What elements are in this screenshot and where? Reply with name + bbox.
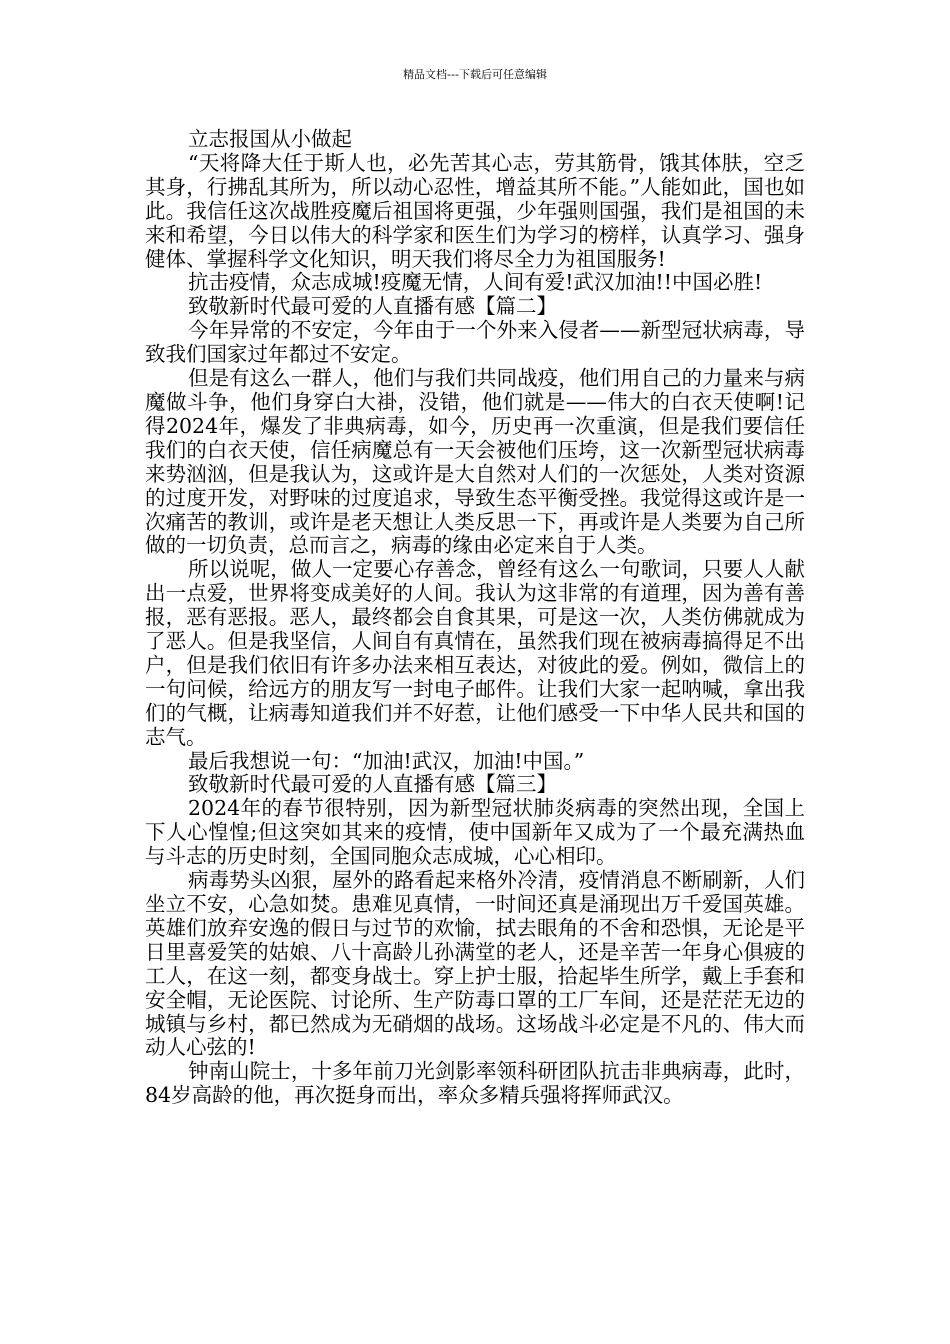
paragraph: 病毒势头凶狠，屋外的路看起来格外冷清，疫情消息不断刷新，人们坐立不安，心急如焚。患难见真情，一时间还真是涌现出万千爱国英雄。英雄们放弃安逸的假日与过节的欢愉，拭去眼角的不舍和恐惧，无论是平日里喜爱笑的姑娘、八十高龄儿孙满堂的老人，还是辛苦一年身心俱疲的工人，在这一刻，都变身战士。穿上护士服，拾起毕生所学，戴上手套和安全帽，无论医院、讨论所、生产防毒口罩的工厂车间，还是茫茫无边的城镇与乡村，都已然成为无硝烟的战场。这场战斗必定是不凡的、伟大而动人心弦的!: [145, 868, 805, 1060]
paragraph: 最后我想说一句：“加油!武汉，加油!中国。”: [188, 748, 585, 773]
page-header: 精品文档---下载后可任意编辑: [403, 68, 547, 81]
section-heading-part-three: 致敬新时代最可爱的人直播有感【篇三】: [188, 772, 557, 797]
document-body: [145, 128, 805, 1108]
paragraph: 2024年的春节很特别，因为新型冠状肺炎病毒的突然出现，全国上下人心惶惶;但这突如其来的疫情，使中国新年又成为了一个最充满热血与斗志的历史时刻，全国同胞众志成城，心心相印。: [145, 796, 805, 869]
paragraph: 抗击疫情，众志成城!疫魔无情，人间有爱!武汉加油!!中国必胜!: [188, 270, 763, 295]
paragraph: 今年异常的不安定，今年由于一个外来入侵者——新型冠状病毒，导致我们国家过年都过不安定。: [145, 318, 805, 367]
paragraph: 但是有这么一群人，他们与我们共同战疫，他们用自己的力量来与病魔做斗争，他们身穿白大褂，没错，他们就是——伟大的白衣天使啊!记得2024年，爆发了非典病毒，如今，历史再一次重演，但是我们要信任我们的白衣天使，信任病魔总有一天会被他们压垮，这一次新型冠状病毒来势汹汹，但是我认为，这或许是大自然对人们的一次惩处，人类对资源的过度开发，对野味的过度追求，导致生态平衡受挫。我觉得这或许是一次痛苦的教训，或许是老天想让人类反思一下，再或许是人类要为自己所做的一切负责，总而言之，病毒的缘由必定来自于人类。: [145, 366, 805, 558]
section-heading-part-two: 致敬新时代最可爱的人直播有感【篇二】: [188, 294, 557, 319]
paragraph: 钟南山院士，十多年前刀光剑影率领科研团队抗击非典病毒，此时，84岁高龄的他，再次挺身而出，率众多精兵强将挥师武汉。: [145, 1059, 805, 1108]
paragraph: “天将降大任于斯人也，必先苦其心志，劳其筋骨，饿其体肤，空乏其身，行拂乱其所为，所以动心忍性，增益其所不能。”人能如此，国也如此。我信任这次战胜疫魔后祖国将更强，少年强则国强，我们是祖国的未来和希望，今日以伟大的科学家和医生们为学习的榜样，认真学习、强身健体、掌握科学文化知识，明天我们将尽全力为祖国服务!: [145, 150, 805, 271]
section-title: 立志报国从小做起: [188, 127, 352, 151]
paragraph: 所以说呢，做人一定要心存善念，曾经有这么一句歌词，只要人人献出一点爱，世界将变成美好的人间。我认为这非常的有道理，因为善有善报，恶有恶报。恶人，最终都会自食其果，可是这一次，人类仿佛就成为了恶人。但是我坚信，人间自有真情在，虽然我们现在被病毒搞得足不出户，但是我们依旧有许多办法来相互表达，对彼此的爱。例如，微信上的一句问候，给远方的朋友写一封电子邮件。让我们大家一起呐喊，拿出我们的气概，让病毒知道我们并不好惹，让他们感受一下中华人民共和国的志气。: [145, 557, 805, 749]
